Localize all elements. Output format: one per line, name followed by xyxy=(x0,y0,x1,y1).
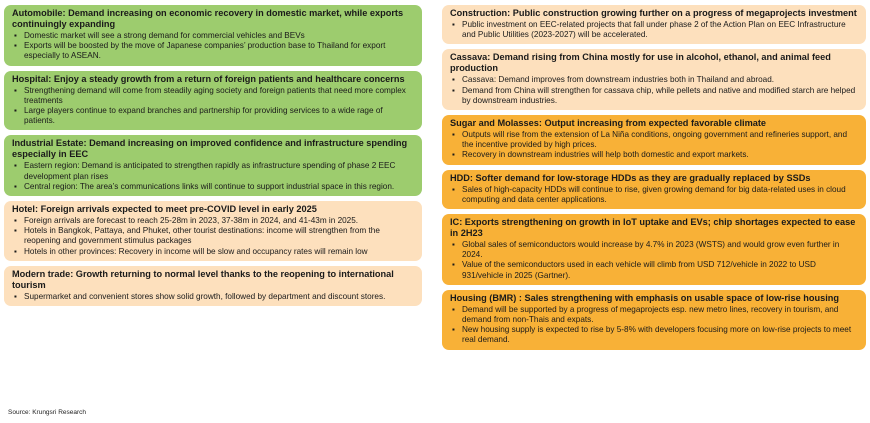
list-item: ▪ Hotels in other provinces: Recovery in income will be slow and occupancy rates will remain low xyxy=(12,247,415,257)
list-item: ▪ Strengthening demand will come from steadily aging society and foreign patients that need more complex treatments xyxy=(12,86,415,106)
card-automobile xyxy=(4,5,422,66)
bullet-list xyxy=(450,305,859,346)
list-item: ▪ Large players continue to expand branches and partnership for providing services to a wide rage of patients. xyxy=(12,106,415,126)
card-title: Hotel: Foreign arrivals expected to meet pre-COVID level in early 2025 xyxy=(12,204,317,215)
bullet-list xyxy=(12,292,415,302)
card-title: Construction: Public construction growing further on a progress of megaprojects investment xyxy=(450,8,857,18)
card-sugar-molasses xyxy=(442,115,866,165)
list-item: ▪ Value of the semiconductors used in each vehicle will climb from USD 712/vehicle in 2022 to USD 931/vehicle in 2025 (Gartner). xyxy=(450,260,859,280)
card-hotel xyxy=(4,201,422,261)
list-item: ▪ Recovery in downstream industries will help both domestic and export markets. xyxy=(450,150,859,160)
list-item: ▪ New housing supply is expected to rise by 5-8% with developers focusing more on low-rise projects to meet real demand. xyxy=(450,325,859,345)
card-cassava xyxy=(442,49,866,110)
list-item: ▪ Cassava: Demand improves from downstream industries both in Thailand and abroad. xyxy=(450,75,859,85)
list-item: ▪ Domestic market will see a strong demand for commercial vehicles and BEVs xyxy=(12,31,415,41)
card-title: Housing (BMR) : Sales strengthening with emphasis on usable space of low-rise housing xyxy=(450,292,839,303)
card-construction xyxy=(442,5,866,44)
card-title: Cassava: Demand rising from China mostly for use in alcohol, ethanol, and animal feed production xyxy=(450,52,831,74)
card-housing xyxy=(442,290,866,350)
card-title: Industrial Estate: Demand increasing on improved confidence and infrastructure spending especially in EEC xyxy=(12,138,408,160)
bullet-list xyxy=(450,240,859,281)
list-item: ▪ Supermarket and convenient stores show solid growth, followed by department and discount stores. xyxy=(12,292,415,302)
bullet-list xyxy=(450,75,859,106)
bullet-list xyxy=(12,31,415,62)
card-hdd xyxy=(442,170,866,209)
card-title: IC: Exports strengthening on growth in IoT uptake and EVs; chip shortages expected to ease in 2H23 xyxy=(450,217,856,239)
list-item: ▪ Demand will be supported by a progress of megaprojects esp. new metro lines, recovery in tourism, and demand from non-Thais and expats. xyxy=(450,305,859,325)
list-item: ▪ Outputs will rise from the extension of La Niña conditions, ongoing government and refineries support, and the incentive provided by high prices. xyxy=(450,130,859,150)
card-hospital xyxy=(4,71,422,131)
list-item: ▪ Exports will be boosted by the move of Japanese companies’ production base to Thailand for export especially to ASEAN. xyxy=(12,41,415,61)
bullet-list xyxy=(450,130,859,161)
card-industrial-estate xyxy=(4,135,422,196)
card-title: Sugar and Molasses: Output increasing from expected favorable climate xyxy=(450,118,767,129)
list-item: ▪ Eastern region: Demand is anticipated to strengthen rapidly as infrastructure spending of phase 2 EEC development plan rises xyxy=(12,161,415,181)
card-ic xyxy=(442,214,866,285)
list-item: ▪ Demand from China will strengthen for cassava chip, while pellets and native and modified starch are helped by downstream industries. xyxy=(450,86,859,106)
card-title: Hospital: Enjoy a steady growth from a return of foreign patients and healthcare concerns xyxy=(12,73,405,84)
source-note: Source: Krungsri Research xyxy=(8,409,87,416)
bullet-list xyxy=(12,86,415,127)
list-item: ▪ Sales of high-capacity HDDs will continue to rise, given growing demand for big data-related uses in cloud computing and data center applications. xyxy=(450,185,859,205)
bullet-list xyxy=(450,20,859,40)
list-item: ▪ Global sales of semiconductors would increase by 4.7% in 2023 (WSTS) and would grow even further in 2024. xyxy=(450,240,859,260)
list-item: ▪ Hotels in Bangkok, Pattaya, and Phuket, other tourist destinations: income will strengthen from the reopening and government stimulus packages xyxy=(12,226,415,246)
list-item: ▪ Public investment on EEC-related projects that fall under phase 2 of the Action Plan on EEC Infrastructure and Public Utilities (2023-2027) will be accelerated. xyxy=(450,20,859,40)
card-title: HDD: Softer demand for low-storage HDDs as they are gradually replaced by SSDs xyxy=(450,172,811,183)
card-title: Modern trade: Growth returning to normal level thanks to the reopening to international tourism xyxy=(12,268,394,290)
list-item: ▪ Foreign arrivals are forecast to reach 25-28m in 2023, 37-38m in 2024, and 41-43m in 2025. xyxy=(12,216,415,226)
bullet-list xyxy=(12,216,415,257)
card-modern-trade xyxy=(4,266,422,306)
right-column xyxy=(442,5,866,350)
list-item: ▪ Central region: The area’s communications links will continue to support industrial space in this region. xyxy=(12,182,415,192)
bullet-list xyxy=(12,161,415,192)
card-title: Automobile: Demand increasing on economic recovery in domestic market, while exports continuingly expanding xyxy=(12,8,404,29)
left-column xyxy=(4,5,422,306)
bullet-list xyxy=(450,185,859,205)
